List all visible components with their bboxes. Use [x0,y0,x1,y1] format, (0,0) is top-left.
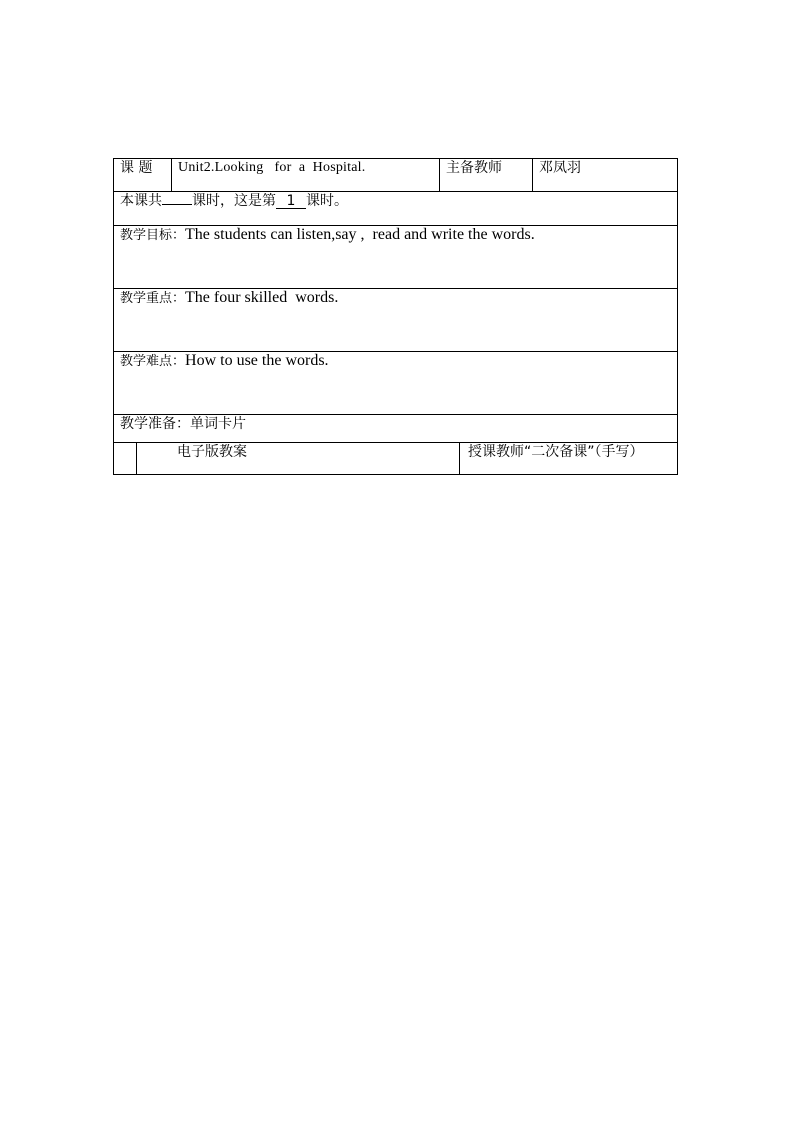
lead-teacher-label: 主备教师 [440,159,533,192]
objective-row [114,226,678,289]
topic-value: Unit2.Looking for a Hospital. [172,159,440,192]
periods-cell [114,192,678,226]
periods-suffix: 课时。 [306,193,348,209]
difficulties-label: 教学难点： [120,354,186,369]
key-points-cell [114,289,678,352]
total-periods-blank [162,204,192,205]
electronic-plan-label: 电子版教案 [177,444,247,460]
lesson-plan-sheet [113,158,677,475]
footer-empty-cell [114,443,137,475]
preparation-row [114,415,678,443]
key-points-text: The four skilled words. [185,289,339,306]
lead-teacher-name: 邓凤羽 [533,159,678,192]
key-points-label: 教学重点： [120,291,186,306]
difficulties-row [114,352,678,415]
topic-label: 课 题 [114,159,172,192]
key-points-row [114,289,678,352]
second-prep-label: 授课教师“二次备课”（手写） [468,444,644,460]
lesson-plan-table [113,158,678,475]
footer-row [114,443,678,475]
periods-row [114,192,678,226]
preparation-text: 单词卡片 [190,416,246,432]
second-prep-cell [460,443,678,475]
preparation-label: 教学准备： [120,416,190,432]
periods-middle: 课时，这是第 [192,193,276,209]
periods-prefix: 本课共 [120,193,162,209]
electronic-plan-cell [137,443,460,475]
topic-row [114,159,678,192]
objective-cell [114,226,678,289]
current-period-blank: 1 [276,194,306,209]
difficulties-cell [114,352,678,415]
objective-text: The students can listen,say , read and write the words. [185,226,535,243]
objective-label: 教学目标： [120,228,186,243]
preparation-cell [114,415,678,443]
difficulties-text: How to use the words. [185,352,329,369]
